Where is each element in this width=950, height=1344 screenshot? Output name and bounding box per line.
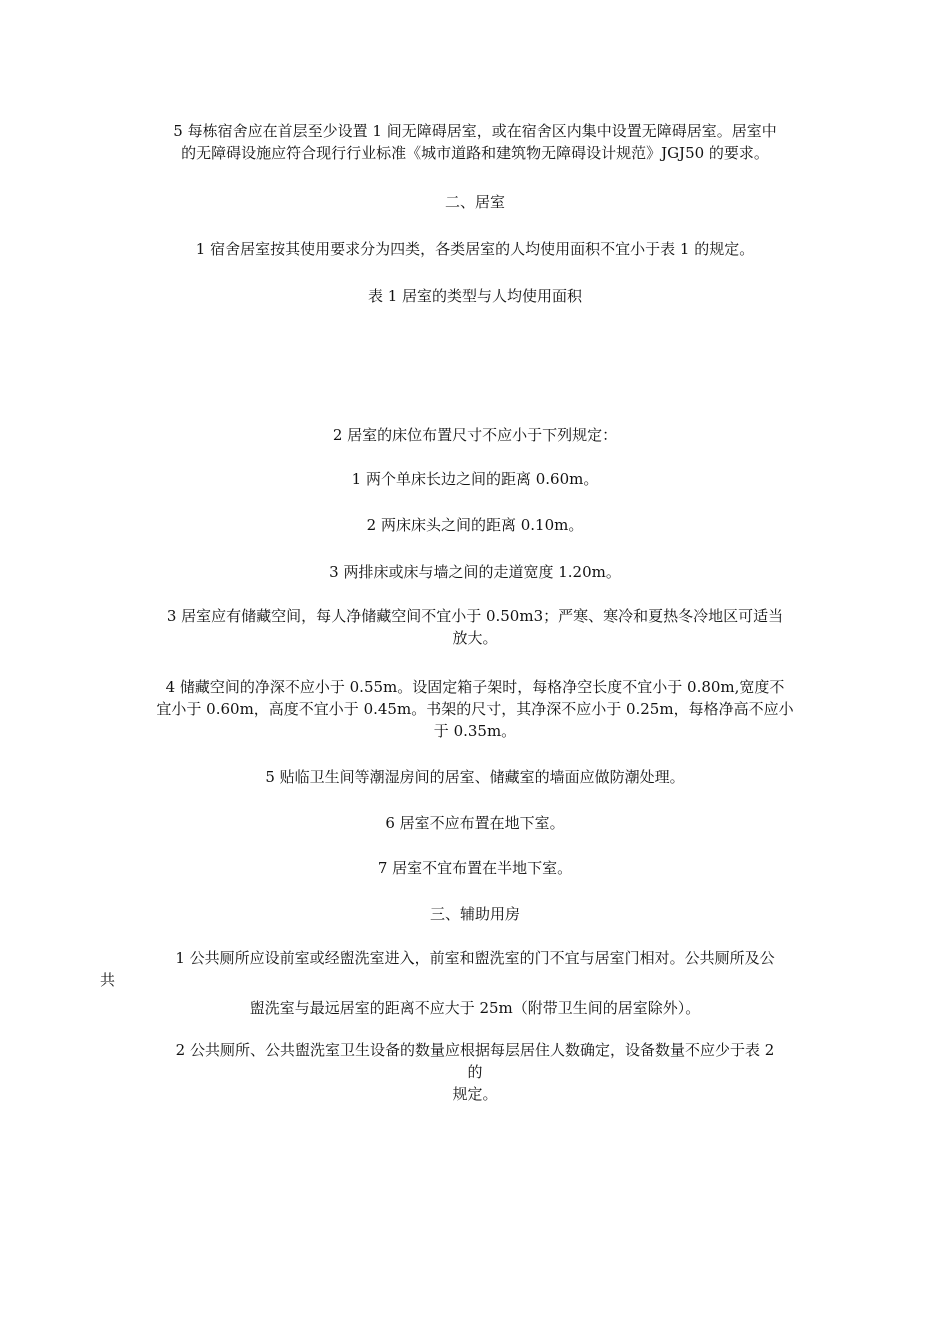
heading-text: 二、居室 [444, 193, 505, 211]
text-line: 5 贴临卫生间等潮湿房间的居室、储藏室的墙面应做防潮处理。 [265, 768, 685, 786]
list-item-bed-head [100, 514, 850, 536]
paragraph-moisture-proofing [100, 766, 850, 788]
text-line: 1 公共厕所应设前室或经盥洗室进入，前室和盥洗室的门不宜与居室门相对。公共厕所及公 [175, 949, 775, 967]
text-line: 2 居室的床位布置尺寸不应小于下列规定： [332, 426, 618, 444]
text-line: 宜小于 0.60m，高度不宜小于 0.45m。书架的尺寸，其净深不应小于 0.25m，每格净高不应小 [156, 700, 794, 718]
text-line: 的 [467, 1063, 483, 1081]
text-line: 1 宿舍居室按其使用要求分为四类，各类居室的人均使用面积不宜小于表 1 的规定。 [195, 240, 755, 258]
text-line: 于 0.35m。 [433, 722, 517, 740]
section-heading-rooms [100, 191, 850, 213]
caption-text: 表 1 居室的类型与人均使用面积 [367, 287, 583, 305]
table-caption [100, 285, 850, 307]
paragraph-no-basement [100, 812, 850, 834]
paragraph-storage-space [100, 605, 850, 649]
section-heading-auxiliary-rooms [100, 903, 850, 925]
paragraph-bed-layout [100, 424, 850, 446]
text-line: 2 公共厕所、公共盥洗室卫生设备的数量应根据每层居住人数确定，设备数量不应少于表 2 [175, 1041, 775, 1059]
text-line: 3 两排床或床与墙之间的走道宽度 1.20m。 [329, 563, 621, 581]
text-line: 7 居室不宜布置在半地下室。 [377, 859, 573, 877]
text-line: 3 居室应有储藏空间，每人净储藏空间不宜小于 0.50m3；严寒、寒冷和夏热冬冷地区可适当 [166, 607, 784, 625]
heading-text: 三、辅助用房 [429, 905, 520, 923]
paragraph-barrier-free-rooms [100, 120, 850, 164]
paragraph-room-types [100, 238, 850, 260]
text-line: 共 [100, 971, 116, 989]
paragraph-sanitary-fixtures [100, 1039, 850, 1105]
text-line: 6 居室不应布置在地下室。 [385, 814, 565, 832]
text-line: 4 储藏空间的净深不应小于 0.55m。设固定箱子架时，每格净空长度不宜小于 0.80m,宽度不 [165, 678, 785, 696]
text-line: 1 两个单床长边之间的距离 0.60m。 [351, 470, 599, 488]
text-line: 规定。 [452, 1085, 498, 1103]
paragraph-storage-depth [100, 676, 850, 742]
paragraph-public-toilets [100, 947, 850, 1019]
text-line: 的无障碍设施应符合现行行业标准《城市道路和建筑物无障碍设计规范》JGJ50 的要求。 [181, 144, 769, 162]
text-line: 放大。 [452, 629, 498, 647]
list-item-aisle-width [100, 561, 850, 583]
paragraph-no-semi-basement [100, 857, 850, 879]
text-line: 2 两床床头之间的距离 0.10m。 [366, 516, 584, 534]
text-line: 5 每栋宿舍应在首层至少设置 1 间无障碍居室，或在宿舍区内集中设置无障碍居室。居室中 [173, 122, 777, 140]
list-item-bed-spacing [100, 468, 850, 490]
text-line: 盥洗室与最远居室的距离不应大于 25m（附带卫生间的居室除外）。 [249, 999, 701, 1017]
